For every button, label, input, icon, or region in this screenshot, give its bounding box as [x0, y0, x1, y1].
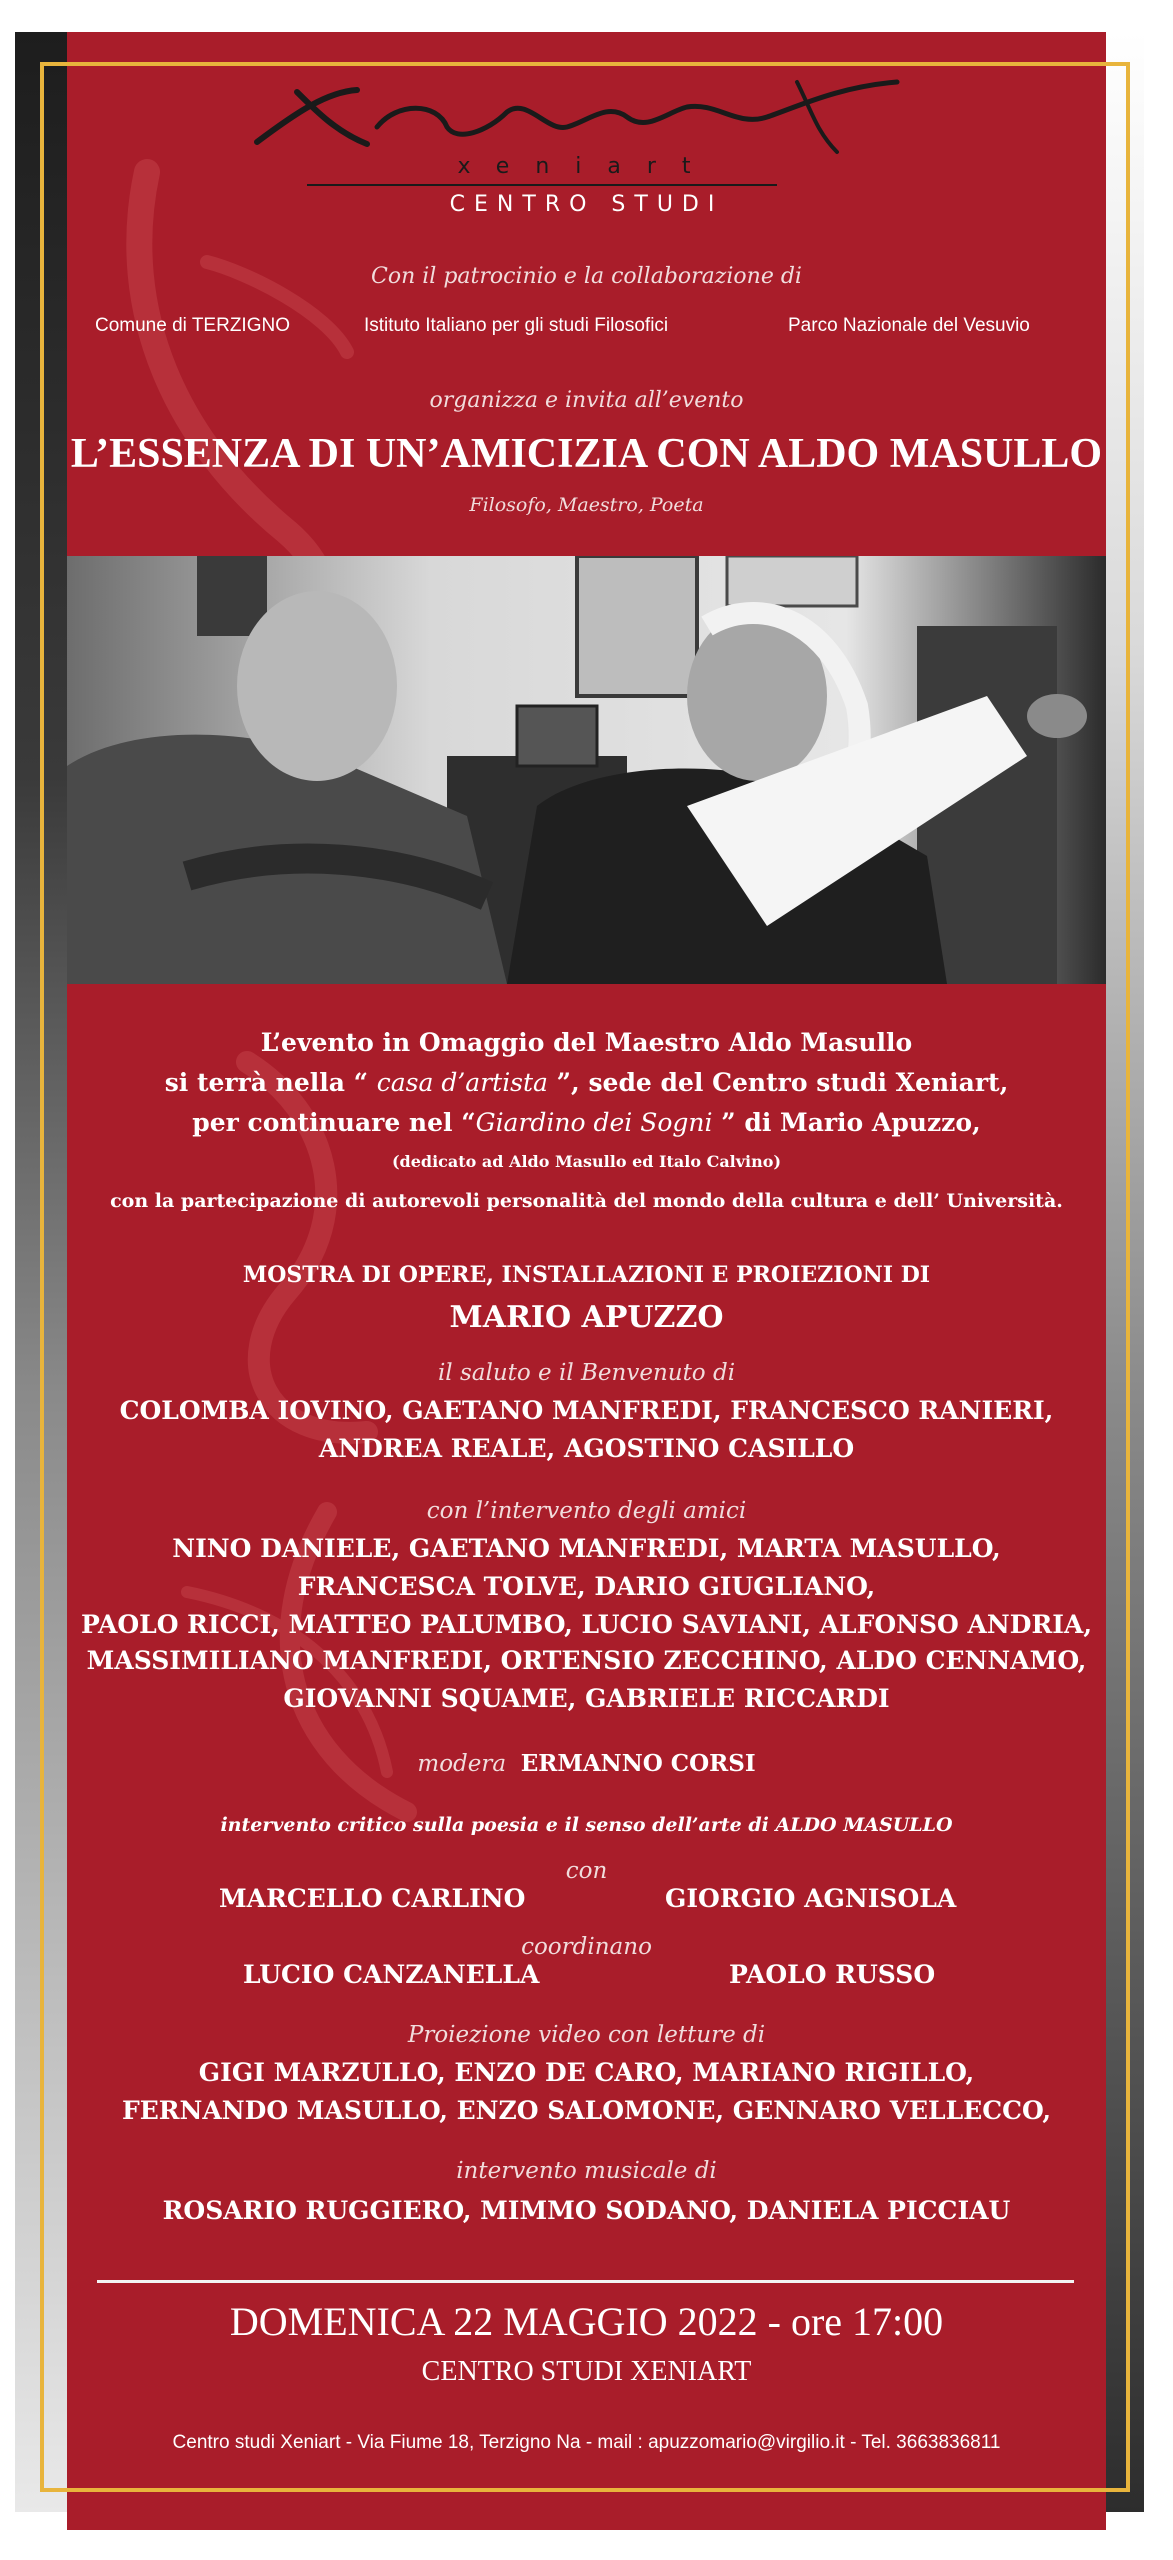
event-subtitle: Filosofo, Maestro, Poeta	[469, 494, 704, 516]
poster	[67, 32, 1106, 2530]
right-gradient-bar	[1106, 32, 1144, 2512]
moderator-name: ERMANNO CORSI	[520, 1750, 756, 1777]
description-line-3-c: ” di Mario Apuzzo,	[712, 1108, 981, 1137]
description-line-1: L’evento in Omaggio del Maestro Aldo Masullo	[260, 1028, 913, 1057]
music-label: intervento musicale di	[456, 2158, 717, 2184]
footer-contacts: Centro studi Xeniart - Via Fiume 18, Terzigno Na - mail : apuzzomario@virgilio.it - Tel. 3663836811	[172, 2432, 1001, 2453]
dedication-text: (dedicato ad Aldo Masullo ed Italo Calvino)	[391, 1152, 782, 1171]
friends-names-2: FRANCESCA TOLVE, DARIO GIUGLIANO,	[297, 1572, 876, 1601]
participation-text: con la partecipazione di autorevoli personalità del mondo della cultura e dell’ Università.	[110, 1190, 1063, 1212]
moderator-line	[67, 1750, 1106, 1777]
logo-wordmark: xeniart	[457, 154, 717, 179]
partner-istituto: Istituto Italiano per gli studi Filosofici	[364, 315, 669, 336]
video-names-2: FERNANDO MASULLO, ENZO SALOMONE, GENNARO VELLECCO,	[121, 2096, 1052, 2125]
coordination-right-name: PAOLO RUSSO	[729, 1960, 936, 1989]
exhibition-label: MOSTRA DI OPERE, INSTALLAZIONI E PROIEZIONI DI	[242, 1262, 931, 1288]
coordination-left-name: LUCIO CANZANELLA	[243, 1960, 540, 1989]
partner-terzigno: Comune di TERZIGNO	[95, 315, 290, 336]
event-date: DOMENICA 22 MAGGIO 2022 - ore 17:00	[229, 2299, 944, 2344]
giardino-sogni-text: Giardino dei Sogni	[475, 1108, 713, 1137]
patronage-intro: Con il patrocinio e la collaborazione di	[371, 264, 802, 289]
event-photo	[67, 556, 1106, 984]
event-venue: CENTRO STUDI XENIART	[421, 2356, 752, 2387]
logo-underline	[307, 184, 777, 186]
casa-artista-text: casa d’artista	[376, 1068, 548, 1097]
divider-line	[97, 2280, 1074, 2283]
partner-parco: Parco Nazionale del Vesuvio	[788, 315, 1030, 336]
coordination-label: coordinano	[521, 1934, 652, 1960]
logo-subtitle: CENTRO STUDI	[449, 192, 724, 217]
critical-left-name: MARCELLO CARLINO	[219, 1884, 526, 1913]
logo-script-icon	[237, 72, 937, 162]
exhibition-artist: MARIO APUZZO	[449, 1300, 724, 1335]
event-title: L’ESSENZA DI UN’AMICIZIA CON ALDO MASULLO	[70, 431, 1103, 477]
left-gradient-bar	[15, 32, 67, 2512]
poster-content	[67, 32, 1106, 2530]
description-line-2-a: si terrà nella “	[164, 1068, 377, 1097]
description-line-2-c: ”, sede del Centro studi Xeniart,	[547, 1068, 1009, 1097]
video-label: Proiezione video con letture di	[407, 2022, 766, 2048]
description-line-3-a: per continuare nel “	[192, 1108, 476, 1137]
friends-names-3: PAOLO RICCI, MATTEO PALUMBO, LUCIO SAVIANI, ALFONSO ANDRIA,	[80, 1610, 1093, 1639]
video-names-1: GIGI MARZULLO, ENZO DE CARO, MARIANO RIGILLO,	[198, 2058, 975, 2087]
welcome-label: il saluto e il Benvenuto di	[437, 1360, 736, 1386]
description-line-2	[67, 1068, 1106, 1097]
critical-right-name: GIORGIO AGNISOLA	[665, 1884, 957, 1913]
music-names: ROSARIO RUGGIERO, MIMMO SODANO, DANIELA PICCIAU	[162, 2196, 1011, 2225]
friends-names-4: MASSIMILIANO MANFREDI, ORTENSIO ZECCHINO, ALDO CENNAMO,	[86, 1646, 1087, 1675]
welcome-names-2: ANDREA REALE, AGOSTINO CASILLO	[318, 1434, 855, 1463]
invite-text: organizza e invita all’evento	[429, 388, 744, 413]
friends-names-5: GIOVANNI SQUAME, GABRIELE RICCARDI	[283, 1684, 890, 1713]
friends-label: con l’intervento degli amici	[426, 1498, 747, 1524]
moderator-label: modera	[417, 1751, 507, 1777]
critical-label: intervento critico sulla poesia e il senso dell’arte di ALDO MASULLO	[220, 1814, 953, 1836]
description-line-3	[67, 1108, 1106, 1137]
welcome-names-1: COLOMBA IOVINO, GAETANO MANFREDI, FRANCESCO RANIERI,	[119, 1396, 1054, 1425]
critical-with: con	[565, 1858, 608, 1884]
friends-names-1: NINO DANIELE, GAETANO MANFREDI, MARTA MASULLO,	[172, 1534, 1001, 1563]
photo-illustration	[67, 556, 1106, 984]
